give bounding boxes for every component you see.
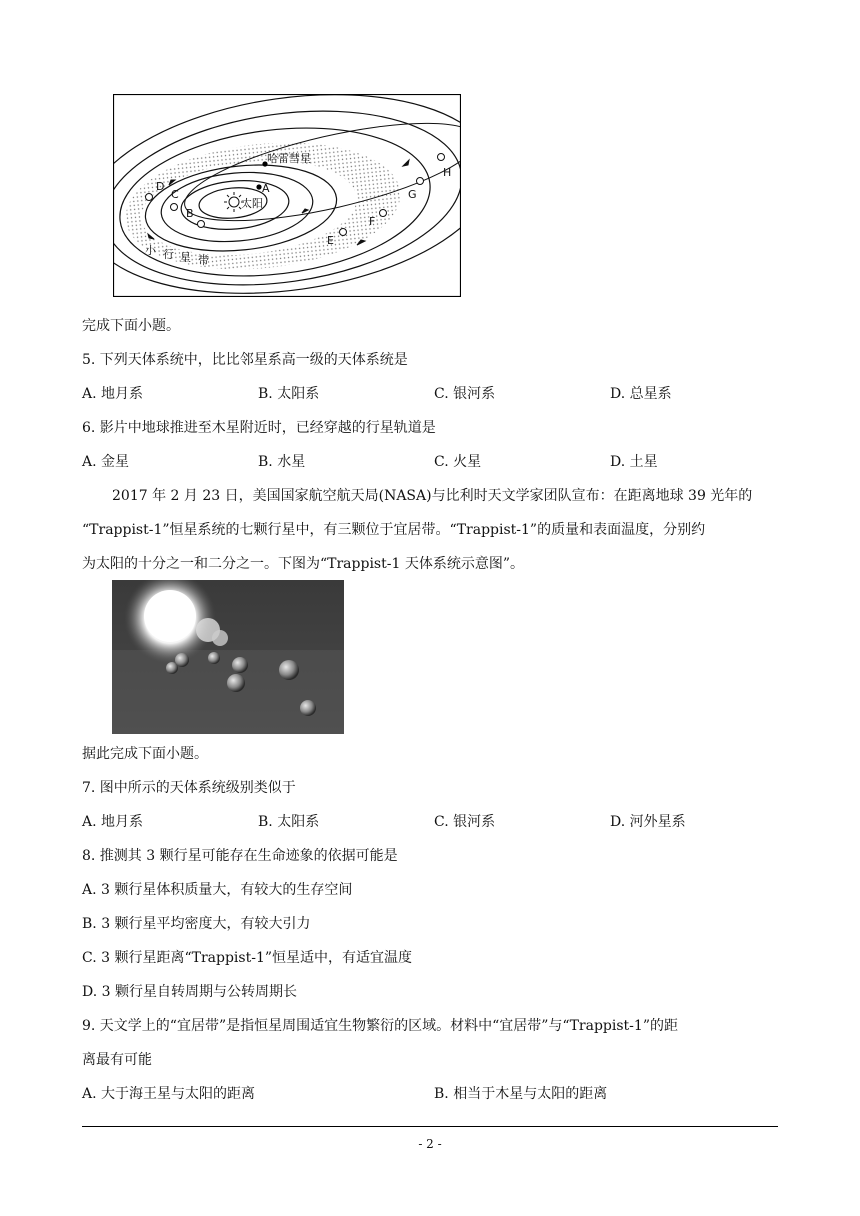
q6-option-a: A. 金星: [82, 454, 130, 470]
planet-label-b: B: [186, 207, 194, 220]
q8-option-b: B. 3 颗行星平均密度大，有较大引力: [82, 916, 311, 932]
solar-system-diagram: [113, 94, 461, 297]
planet-label-d: D: [156, 180, 165, 193]
q5-option-a: A. 地月系: [82, 386, 144, 402]
q5-option-b: B. 太阳系: [258, 386, 320, 402]
planet-a-dot: [256, 184, 261, 189]
q6-option-c: C. 火星: [434, 454, 482, 470]
q9-option-a: A. 大于海王星与太阳的距离: [82, 1086, 256, 1102]
intro-2: 据此完成下面小题。: [82, 746, 208, 762]
q6-option-d: D. 土星: [610, 454, 658, 470]
q7-option-a: A. 地月系: [82, 814, 144, 830]
planet-h-symbol: [438, 154, 445, 161]
planet-b-symbol: [198, 221, 205, 228]
passage-line-1: 2017 年 2 月 23 日，美国国家航空航天局(NASA)与比利时天文学家团队宣布：在距离地球 39 光年的: [112, 488, 753, 504]
q8-option-d: D. 3 颗行星自转周期与公转周期长: [82, 984, 297, 1000]
question-7-stem: 7. 图中所示的天体系统级别类似于: [82, 780, 296, 796]
q8-option-a: A. 3 颗行星体积质量大，有较大的生存空间: [82, 882, 353, 898]
footer-rule: [82, 1126, 778, 1127]
belt-label-2: 行: [163, 248, 174, 261]
planet-c-symbol: [171, 204, 178, 211]
q7-option-b: B. 太阳系: [258, 814, 320, 830]
page-number: - 2 -: [418, 1137, 442, 1151]
comet-label: 哈雷彗星: [267, 152, 311, 165]
belt-label-1: 小: [145, 244, 156, 257]
question-9-stem-line-2: 离最有可能: [82, 1052, 152, 1068]
planet-e-symbol: [340, 229, 347, 236]
planet-label-e: E: [327, 234, 334, 247]
planet-label-g: G: [408, 188, 417, 201]
q5-option-c: C. 银河系: [434, 386, 496, 402]
passage-line-3: 为太阳的十分之一和二分之一。下图为“Trappist-1 天体系统示意图”。: [82, 556, 524, 572]
planet-label-a: A: [262, 182, 270, 195]
q8-option-c: C. 3 颗行星距离“Trappist-1”恒星适中，有适宜温度: [82, 950, 413, 966]
planet-f-symbol: [380, 210, 387, 217]
intro-1: 完成下面小题。: [82, 318, 180, 334]
planet-label-c: C: [171, 188, 179, 201]
planet-label-h: H: [443, 166, 452, 179]
planet-g-symbol: [417, 178, 424, 185]
question-5-stem: 5. 下列天体系统中，比比邻星系高一级的天体系统是: [82, 352, 408, 368]
q7-option-d: D. 河外星系: [610, 814, 686, 830]
solar-system-figure: [113, 94, 461, 297]
q5-option-d: D. 总星系: [610, 386, 672, 402]
passage-line-2: “Trappist-1”恒星系统的七颗行星中，有三颗位于宜居带。“Trappist-1”的质量和表面温度，分别约: [82, 522, 706, 538]
belt-label-4: 带: [198, 254, 209, 267]
question-6-stem: 6. 影片中地球推进至木星附近时，已经穿越的行星轨道是: [82, 420, 436, 436]
question-8-stem: 8. 推测其 3 颗行星可能存在生命迹象的依据可能是: [82, 848, 398, 864]
trappist-1-illustration: [112, 580, 344, 734]
question-9-stem-line-1: 9. 天文学上的“宜居带”是指恒星周围适宜生物繁衍的区域。材料中“宜居带”与“Trappist-1”的距: [82, 1018, 678, 1034]
sun-label: 太阳: [241, 197, 263, 210]
q6-option-b: B. 水星: [258, 454, 306, 470]
belt-label-3: 星: [180, 251, 191, 264]
planet-label-f: F: [369, 215, 376, 228]
q7-option-c: C. 银河系: [434, 814, 496, 830]
planet-d-symbol: [146, 194, 153, 201]
q9-option-b: B. 相当于木星与太阳的距离: [434, 1086, 608, 1102]
trappist-1-image: [112, 580, 344, 734]
